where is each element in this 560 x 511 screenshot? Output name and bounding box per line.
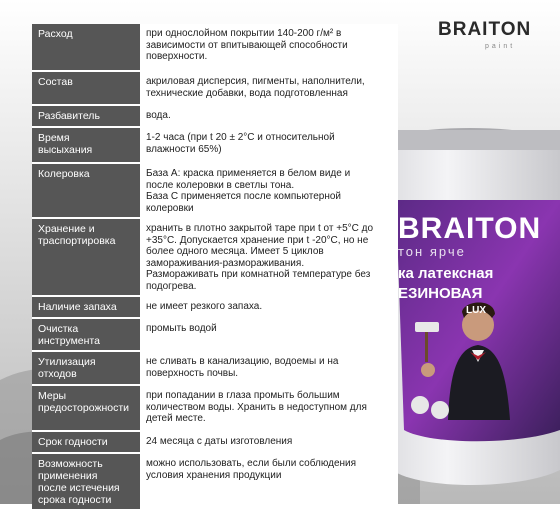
property-value-line: не сливать в канализацию, водоемы и на [146,356,339,367]
property-value-line: подогрева. [146,280,197,292]
property-value-line: зависимости от впитывающей способности [146,39,348,51]
property-value [140,432,398,452]
table-row [32,106,398,128]
property-value-line: +35°С. Допускается хранение при t -20°С, но не [146,234,369,246]
property-label [32,352,140,384]
bucket-product-line2: ЕЗИНОВАЯ [398,285,483,302]
table-row [32,164,398,219]
property-label [32,297,140,317]
property-label [32,319,140,350]
property-label [32,128,140,162]
property-value-line: хранить в плотно закрытой таре при t от +5°С до [146,223,374,234]
table-row [32,128,398,164]
brand-logo-sub: paint [485,43,516,50]
spec-table [32,24,398,511]
property-value-line: База С применяется после компьютерной [146,191,342,202]
property-label [32,454,140,509]
property-value-line: влажности 65%) [146,143,222,155]
property-value-line: поверхности. [146,51,208,62]
bucket-lux: LUX [466,305,486,316]
property-label [32,432,140,452]
property-label-line: применения [38,470,98,482]
property-value-line: промыть водой [146,323,217,334]
property-label-line: Меры [38,390,67,402]
property-label-line: Колеровка [38,168,90,180]
property-label [32,164,140,217]
property-value [140,24,398,70]
property-value [140,106,398,126]
property-value-line: поверхность почвы. [146,367,239,379]
property-label-line: Утилизация отходов [38,356,96,380]
property-value [140,219,398,295]
property-label-line: Расход [38,28,73,40]
property-value [140,386,398,430]
table-row [32,219,398,297]
property-value-line: можно использовать, если были соблюдения [146,458,357,469]
property-label-line: Время [38,132,70,144]
property-label [32,219,140,295]
property-value [140,128,398,162]
property-value [140,72,398,104]
table-row [32,386,398,432]
property-value-line: детей месте. [146,413,206,424]
property-value-line: при попадании в глаза промыть большим [146,390,340,401]
property-value [140,454,398,509]
property-value-line: более одного месяца. Имеет 5 циклов [146,246,324,257]
property-value-line: 24 месяца с даты изготовления [146,436,293,447]
property-value-line: замораживания-размораживания. [146,257,305,269]
table-row [32,454,398,511]
property-value [140,319,398,350]
bucket-slogan: тон ярче [398,244,466,259]
property-label-line: Разбавитель [38,110,100,122]
property-value-line: количеством воды. Хранить в недоступном для [146,401,367,413]
property-value-line: условия хранения продукции [146,469,282,481]
property-label-line: траспортировка [38,235,116,247]
property-label-line: Очистка инструмента [38,323,100,347]
property-label [32,106,140,126]
table-row [32,432,398,454]
property-label-line: Наличие запаха [38,301,117,313]
table-row [32,72,398,106]
property-label-line: срока годности [38,494,112,506]
property-label [32,72,140,104]
brand-logo [438,19,538,59]
property-value-line: колеровки [146,202,194,214]
table-row [32,297,398,319]
property-label-line: Состав [38,76,73,88]
property-label-line: Хранение и [38,223,95,235]
bucket-brand: BRAITON [398,212,542,245]
property-label-line: Возможность [38,458,103,470]
property-value-line: при однослойном покрытии 140-200 г/м² в [146,28,342,39]
property-value-line: акриловая дисперсия, пигменты, наполнители, [146,76,365,87]
property-label [32,386,140,430]
property-value-line: 1-2 часа (при t 20 ± 2°С и относительной [146,132,335,143]
property-value [140,297,398,317]
bucket-product-line1: ка латексная [398,265,494,282]
property-value [140,164,398,217]
property-label [32,24,140,70]
property-value-line: не имеет резкого запаха. [146,301,263,312]
property-label-line: Срок годности [38,436,108,448]
property-label-line: предосторожности [38,402,130,414]
property-value-line: технические добавки, вода подготовленная [146,87,348,99]
property-value-line: База А: краска применяется в белом виде и [146,168,351,179]
property-value-line: после колеровки в светлы тона. [146,179,295,191]
property-value [140,352,398,384]
property-label-line: высыхания [38,144,93,156]
property-value-line: Размораживать при комнатной температуре без [146,269,371,280]
property-value-line: вода. [146,110,171,121]
table-row [32,319,398,352]
brand-logo-text: BRAITON [438,19,532,40]
property-label-line: после истечения [38,482,120,494]
table-row [32,352,398,386]
table-row [32,24,398,72]
